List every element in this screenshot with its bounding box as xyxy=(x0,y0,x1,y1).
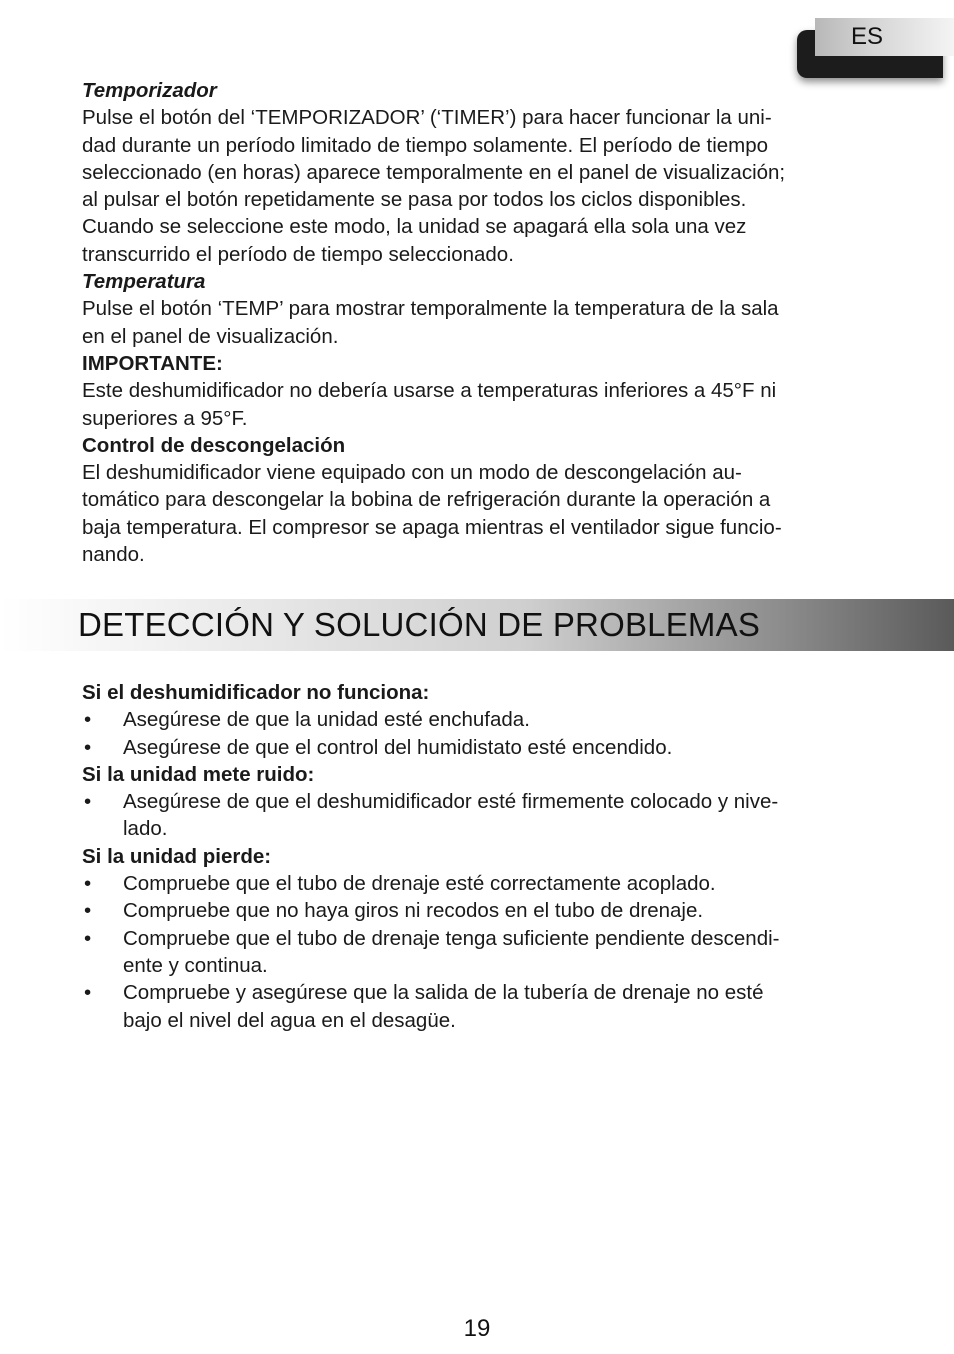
text-line: nando. xyxy=(82,543,145,567)
text-line: Cuando se seleccione este modo, la unidad se apagará ella sola una vez xyxy=(82,215,747,239)
bullet-text: Asegúrese de que el control del humidistato esté encendido. xyxy=(123,735,673,759)
not-working-heading: Si el deshumidificador no funciona: xyxy=(82,681,430,704)
bullet-text: ente y continua. xyxy=(123,953,268,977)
leak-heading: Si la unidad pierde: xyxy=(82,844,272,868)
text-line: al pulsar el botón repetidamente se pasa por todos los ciclos disponibles. xyxy=(82,188,747,212)
text-line: El deshumidificador viene equipado con un modo de descongelación au- xyxy=(82,461,742,485)
bullet-marker: • xyxy=(84,735,92,759)
page-number: 19 xyxy=(463,1315,491,1342)
bullet-item xyxy=(82,734,882,761)
bullet-text: Asegúrese de que la unidad esté enchufada. xyxy=(123,708,530,732)
text-line: Pulse el botón ‘TEMP’ para mostrar temporalmente la temperatura de la sala xyxy=(82,297,779,321)
bullet-text: Asegúrese de que el deshumidificador esté firmemente colocado y nive- xyxy=(123,790,779,814)
bullet-item xyxy=(82,925,882,980)
text-line: superiores a 95°F. xyxy=(82,406,248,430)
bullet-text: lado. xyxy=(123,817,168,841)
bullet-marker: • xyxy=(84,981,92,1005)
bullet-marker: • xyxy=(84,926,92,950)
text-line: en el panel de visualización. xyxy=(82,324,339,348)
bullet-text: Compruebe y asegúrese que la salida de la tubería de drenaje no esté xyxy=(123,981,764,1005)
bullet-item xyxy=(82,788,882,843)
bullet-item xyxy=(82,897,882,924)
bullet-marker: • xyxy=(84,899,92,923)
bullet-item xyxy=(82,979,882,1034)
important-heading: IMPORTANTE: xyxy=(82,351,223,375)
text-line: transcurrido el período de tiempo seleccionado. xyxy=(82,242,514,266)
language-label: ES xyxy=(851,23,884,50)
language-tab-face xyxy=(815,18,954,56)
temperature-body xyxy=(82,295,882,350)
text-line: seleccionado (en horas) aparece temporalmente en el panel de visualización; xyxy=(82,160,786,184)
text-line: baja temperatura. El compresor se apaga mientras el ventilador sigue funcio- xyxy=(82,515,782,539)
bullet-marker: • xyxy=(84,790,92,814)
top-section xyxy=(82,77,882,568)
section-banner xyxy=(0,599,954,651)
timer-heading: Temporizador xyxy=(82,79,217,102)
language-tab xyxy=(797,18,954,74)
defrost-heading: Control de descongelación xyxy=(82,433,346,457)
bullet-text: bajo el nivel del agua en el desagüe. xyxy=(123,1008,456,1032)
bullet-text: Compruebe que el tubo de drenaje esté correctamente acoplado. xyxy=(123,872,716,896)
noise-heading: Si la unidad mete ruido: xyxy=(82,762,315,786)
defrost-body xyxy=(82,459,882,568)
important-body xyxy=(82,377,882,432)
bullet-text: Compruebe que el tubo de drenaje tenga suficiente pendiente descendi- xyxy=(123,926,780,950)
bullet-marker: • xyxy=(84,708,92,732)
text-line: Pulse el botón del ‘TEMPORIZADOR’ (‘TIMER’) para hacer funcionar la uni- xyxy=(82,106,772,130)
temperature-heading: Temperatura xyxy=(82,270,206,294)
text-line: tomático para descongelar la bobina de refrigeración durante la operación a xyxy=(82,488,771,512)
bullet-text: Compruebe que no haya giros ni recodos en el tubo de drenaje. xyxy=(123,899,704,923)
troubleshooting-section xyxy=(82,679,882,1034)
bullet-item xyxy=(82,870,882,897)
timer-body xyxy=(82,104,882,268)
section-title: DETECCIÓN Y SOLUCIÓN DE PROBLEMAS xyxy=(78,606,761,643)
text-line: dad durante un período limitado de tiempo solamente. El período de tiempo xyxy=(82,133,769,157)
bullet-marker: • xyxy=(84,872,92,896)
text-line: Este deshumidificador no debería usarse a temperaturas inferiores a 45°F ni xyxy=(82,379,777,403)
bullet-item xyxy=(82,706,882,733)
